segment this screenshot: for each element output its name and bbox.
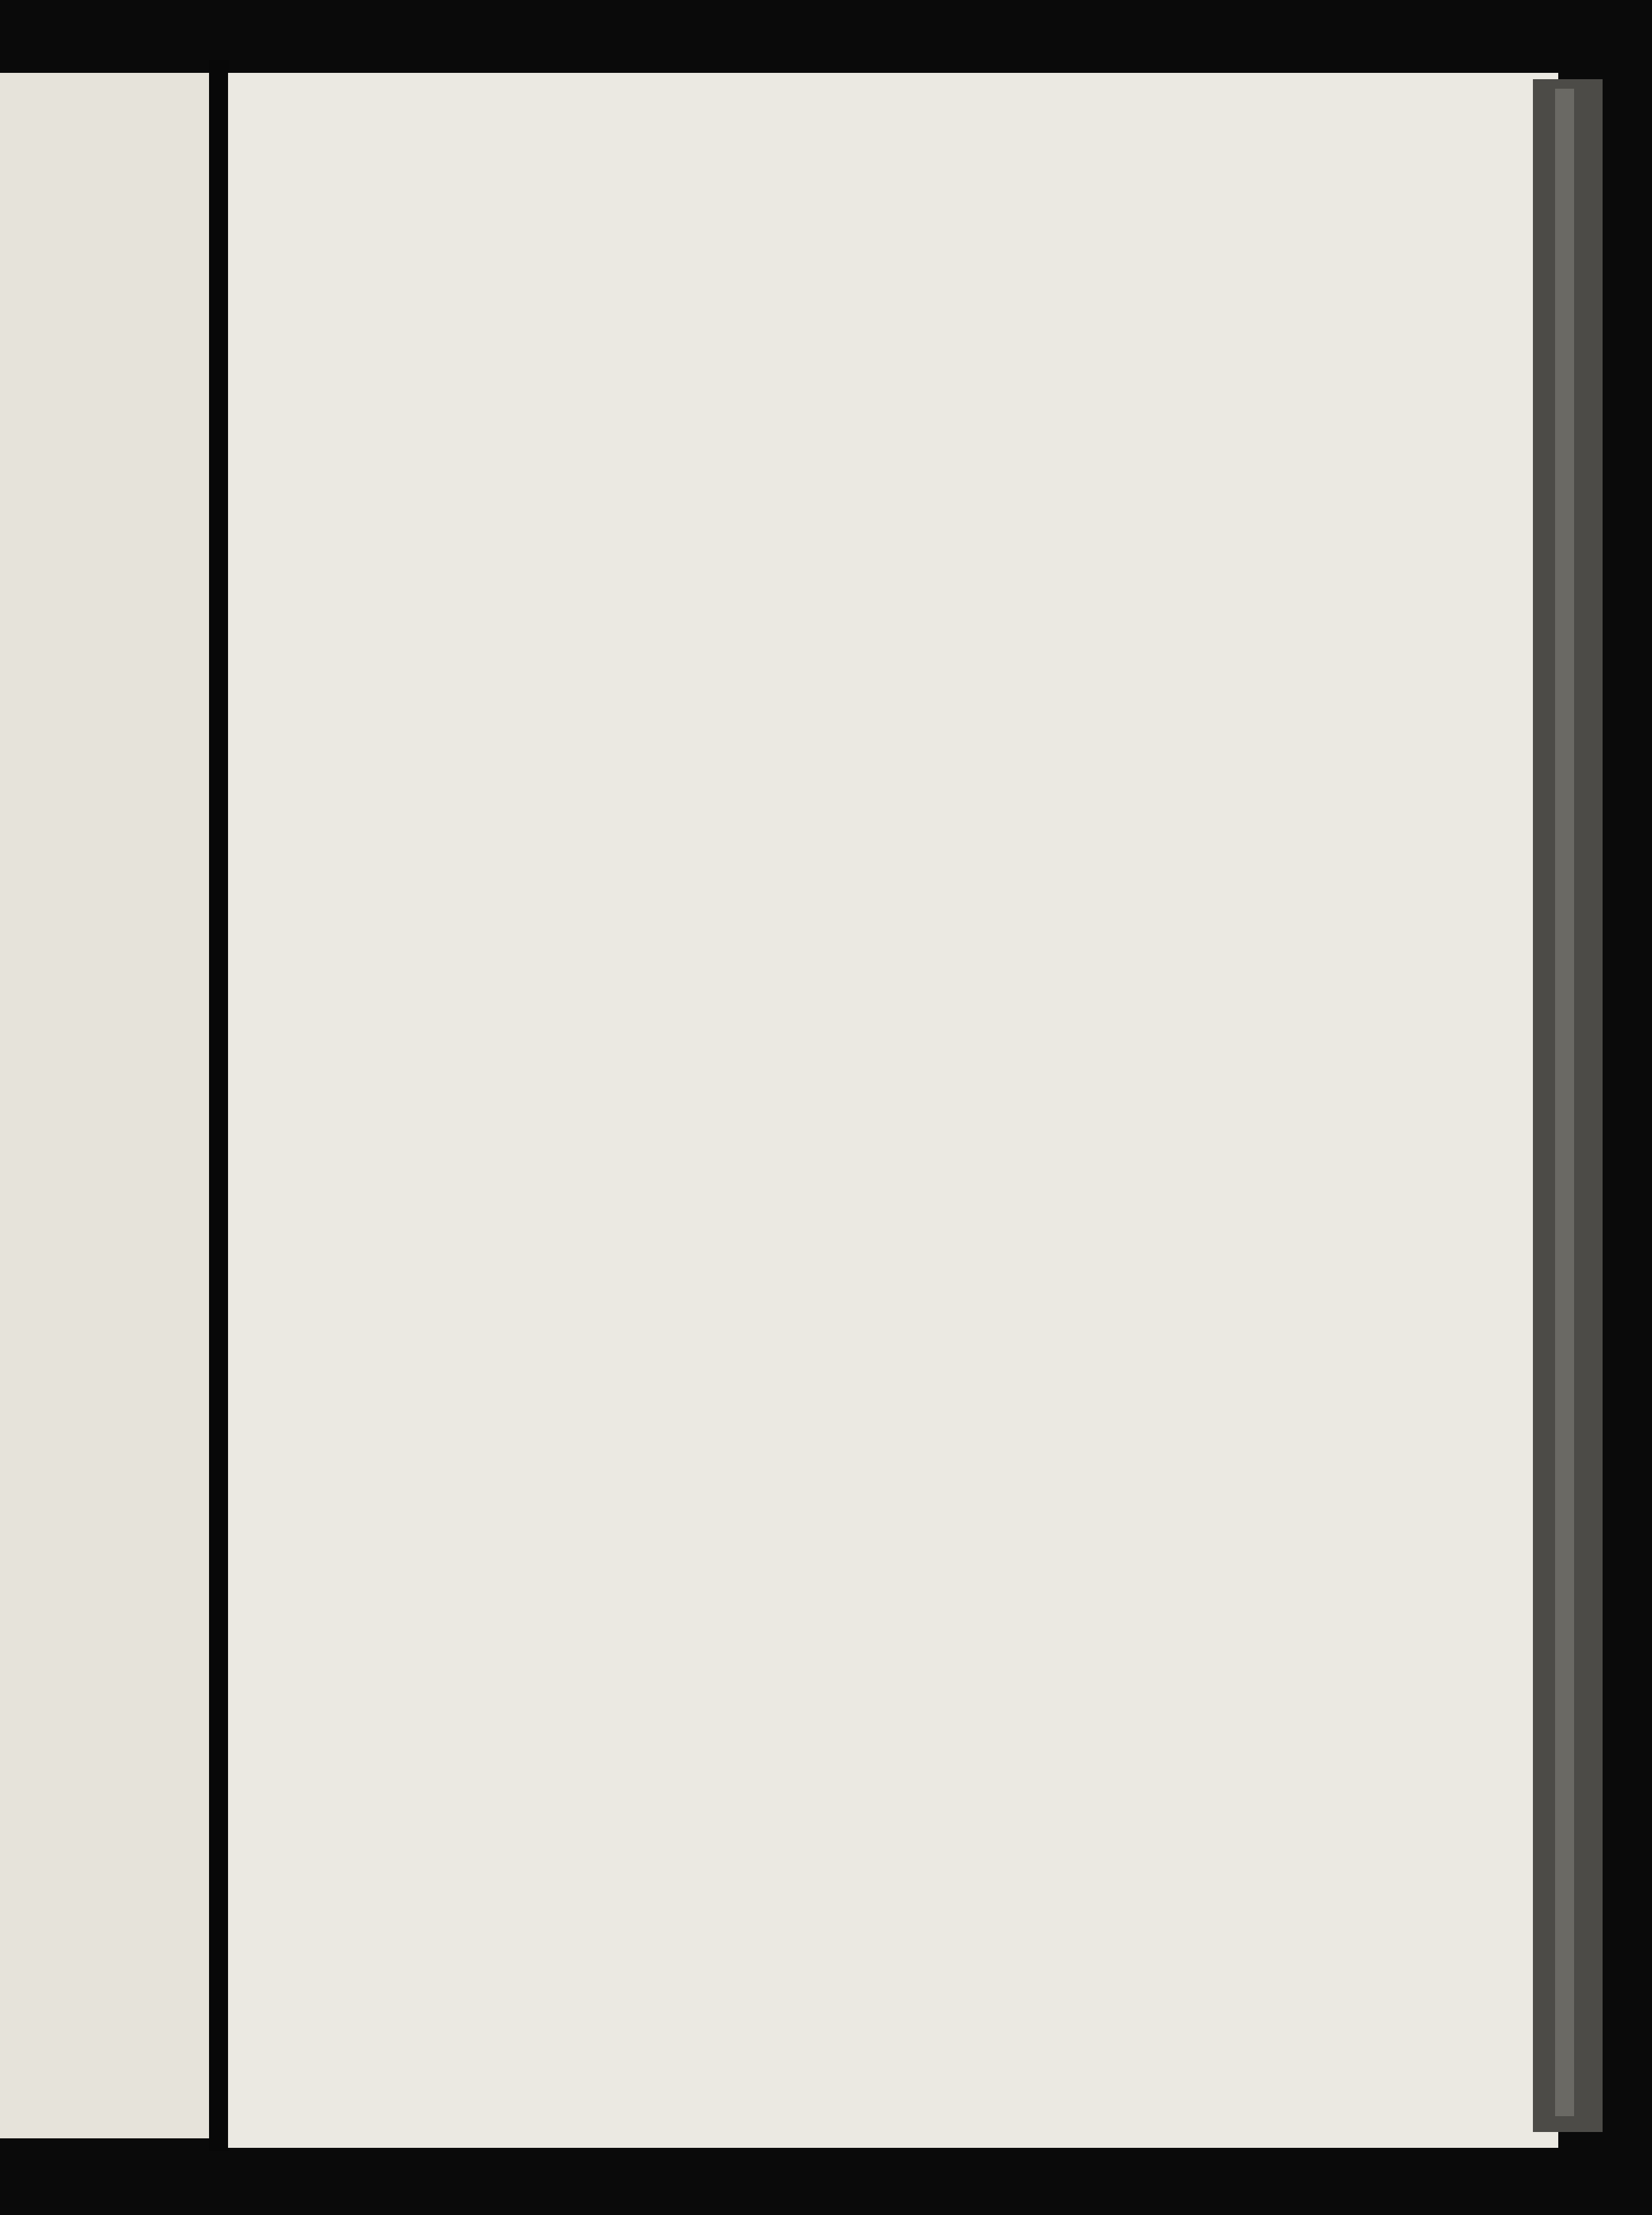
right-page: [228, 73, 1558, 2148]
left-page: [0, 73, 219, 2138]
page-gutter: [209, 60, 229, 2151]
book-edge-highlight: [1555, 89, 1574, 2116]
running-header: [241, 165, 1508, 222]
